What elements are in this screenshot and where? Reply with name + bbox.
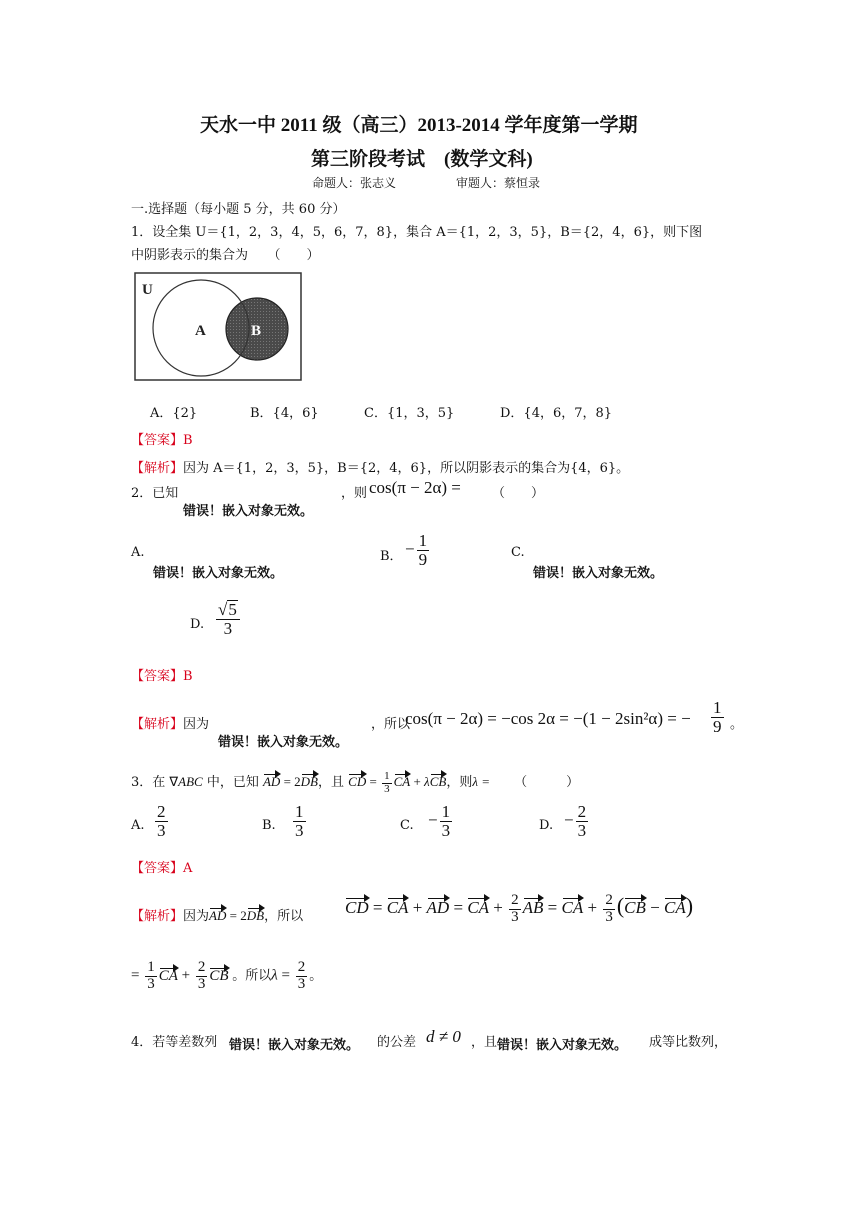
minus-sign: − [405,539,415,559]
q2-option-b-value [405,532,431,569]
q2-option-a-error: 错误！嵌入对象无效。 [153,566,284,581]
analysis-so-lambda: 。所以 [232,968,272,984]
q1-option-c[interactable]: C．{1，3，5} [364,406,455,421]
q3-analysis [131,905,303,924]
q2-analysis-expression: cos(π − 2α) = −cos 2α = −(1 − 2sin²α) = − [405,709,691,728]
q4-embed-error-1: 错误！嵌入对象无效。 [229,1038,360,1053]
q2-analysis-end: 。 [730,717,744,732]
q3-option-c-value: − $\frac{1}{3}$ [428,802,451,840]
analysis-text: 因为 A＝{1，2，3，5}，B＝{2，4，6}，所以阴影表示的集合为{4，6}。 [183,461,630,476]
q2-analysis-fraction [709,699,726,736]
exam-title: 天水一中 2011 级（高三）2013-2014 学年度第一学期 [200,115,638,136]
q1-option-b[interactable]: B．{4，6} [250,406,319,421]
analysis-vector-eq: AD = 2DB [209,908,265,923]
stem-paren: （ ） [514,775,580,791]
q4-stem-suffix: 成等比数列， [649,1035,728,1050]
fraction [711,699,724,736]
q3-option-a-value: $\frac{2}{3}$ [157,802,166,840]
q2-analysis-so: ，所以 [371,717,411,732]
q2-option-d[interactable]: D. [190,617,205,632]
numerator: 1 [418,531,428,550]
q2-option-a[interactable]: A. [131,545,145,560]
radicand: 5 [228,600,237,619]
q4-condition: d ≠ 0 [426,1027,461,1046]
q2-embed-error: 错误！嵌入对象无效。 [183,504,314,519]
answer-value: B [183,669,193,684]
q3-analysis-conclusion: = $\frac{1}{3}$ CA + $\frac{2}{3}$ CB 。所以λ = $\frac{2}{3}$ 。 [131,959,323,992]
analysis-tag: 【解析】 [131,717,184,732]
q2-option-d-value [214,600,242,638]
vector-equation-2: CD = $\frac{1}{3}$ CA + λCB [348,770,447,795]
triangle-symbol: ∇ [169,774,179,790]
numerator: 1 [713,698,722,717]
q4-stem-and: ，且 [471,1035,498,1050]
venn-label-b: B [251,323,262,339]
q2-option-c-error: 错误！嵌入对象无效。 [533,566,664,581]
section-heading: 一.选择题（每小题 5 分，共 60 分） [131,202,346,217]
q3-option-d[interactable]: D. [539,818,554,833]
q4-embed-error-2: 错误！嵌入对象无效。 [497,1038,628,1053]
stem-known: 中，已知 [206,775,259,791]
q3-option-d-value: − $\frac{2}{3}$ [564,802,587,840]
stem-then: ，则 [446,775,473,791]
q4-stem-diff: 的公差 [377,1035,417,1050]
stem-prefix: 3．在 [131,775,166,791]
q2-stem-paren: （ ） [492,486,545,501]
vector-equation-1: AD = 2DB [262,774,319,790]
analysis-so: ，所以 [264,909,304,924]
stem-and: ，且 [318,775,345,791]
q2-analysis-error: 错误！嵌入对象无效。 [218,735,349,750]
q2-answer [131,665,193,684]
numerator: √5 [216,600,240,620]
answer-value: B [183,433,193,448]
denominator: 9 [713,716,722,736]
reviewer-label: 审题人：蔡恒录 [456,176,541,190]
denominator: 9 [418,549,428,569]
q1-option-a[interactable]: A．{2} [150,406,198,421]
q2-stem-prefix: 2．已知 [131,486,179,501]
answer-tag: 【答案】 [131,669,184,684]
answer-tag: 【答案】 [131,433,184,448]
venn-label-u: U [142,282,153,298]
analysis-end: 。 [309,968,323,984]
q4-stem-prefix: 4．若等差数列 [131,1035,218,1050]
q3-option-c[interactable]: C. [400,818,414,833]
q2-analysis [131,713,209,732]
q1-analysis [131,457,629,476]
q1-stem-line1: 1．设全集 U＝{1，2，3，4，5，6，7，8}，集合 A＝{1，2，3，5}，B＝{2，4，6}，则下图 [131,225,703,240]
analysis-text: 因为 [183,717,210,732]
denominator: 3 [223,618,233,638]
venn-label-a: A [195,323,206,339]
analysis-tag: 【解析】 [131,461,184,476]
q3-analysis-derivation: CD = CA + AD = CA + $\frac{2}{3}$ AB = CA + $\frac{2}{3}$ (CB − CA) [345,892,694,925]
q1-stem-line2: 中阴影表示的集合为 （ ） [131,248,320,263]
exam-subtitle: 第三阶段考试 (数学文科) [311,149,533,170]
q1-answer [131,429,193,448]
fraction [216,600,240,638]
venn-diagram [134,272,302,382]
triangle-name: ABC [178,774,203,790]
q3-answer [131,857,192,876]
analysis-because: 因为 [183,909,210,924]
q2-option-b[interactable]: B． [380,549,403,564]
q3-option-b[interactable]: B. [262,818,276,833]
q3-option-a[interactable]: A. [131,818,145,833]
q1-option-d[interactable]: D．{4，6，7，8} [500,406,613,421]
answer-value: A [183,861,193,876]
answer-tag: 【答案】 [131,861,184,876]
q2-stem-expression: cos(π − 2α) = [369,478,461,497]
q3-stem [131,771,579,795]
author-label: 命题人：张志义 [312,176,397,190]
q3-option-b-value: $\frac{1}{3}$ [295,802,304,840]
analysis-tag: 【解析】 [131,909,184,924]
q2-option-c[interactable]: C. [511,545,525,560]
q2-stem-then: ，则 [341,486,368,501]
lambda-symbol: λ = [472,774,490,790]
fraction [417,532,430,569]
